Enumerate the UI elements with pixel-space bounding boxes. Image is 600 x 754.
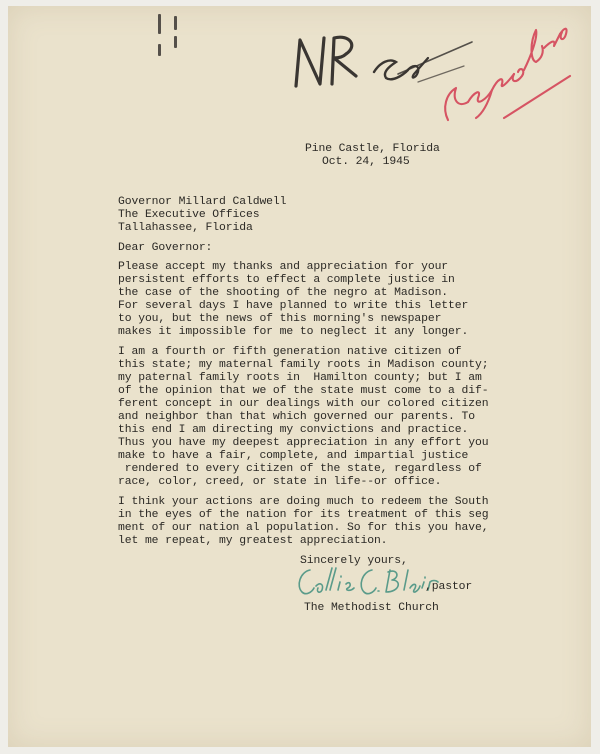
body-line: this state; my maternal family roots in Madison county; <box>118 359 489 371</box>
body-line: rendered to every citizen of the state, regardless of <box>118 463 482 475</box>
organization: The Methodist Church <box>304 602 439 614</box>
lynching-red-note <box>438 18 573 128</box>
closing: Sincerely yours, <box>300 555 408 567</box>
recipient-line: Tallahassee, Florida <box>118 222 253 234</box>
body-line: I think your actions are doing much to redeem the South <box>118 496 489 508</box>
body-line: make to have a fair, complete, and impartial justice <box>118 450 469 462</box>
body-line: ferent concept in our dealings with our colored citizen <box>118 398 489 410</box>
body-line: to you, but the news of this morning's newspaper <box>118 313 442 325</box>
body-line: and neighbor than that which governed our parents. To <box>118 411 475 423</box>
signer-title: ,pastor <box>425 581 473 593</box>
recipient-line: The Executive Offices <box>118 209 260 221</box>
body-line: let me repeat, my greatest appreciation. <box>118 535 388 547</box>
body-line: ment of our nation al population. So for this you have, <box>118 522 489 534</box>
recipient-line: Governor Millard Caldwell <box>118 196 287 208</box>
body-line: persistent efforts to effect a complete justice in <box>118 274 455 286</box>
body-line: my paternal family roots in Hamilton county; but I am <box>118 372 482 384</box>
handwritten-signature <box>294 560 444 602</box>
body-line: Thus you have my deepest appreciation in any effort you <box>118 437 489 449</box>
body-line: I am a fourth or fifth generation native citizen of <box>118 346 462 358</box>
nr-handwritten-mark <box>290 28 380 98</box>
body-line: Please accept my thanks and appreciation for your <box>118 261 449 273</box>
letter-place: Pine Castle, Florida <box>305 143 440 155</box>
body-line: makes it impossible for me to neglect it any longer. <box>118 326 469 338</box>
letter-date: Oct. 24, 1945 <box>322 156 410 168</box>
body-line: in the eyes of the nation for its treatment of this seg <box>118 509 489 521</box>
letter-page <box>8 6 591 747</box>
body-line: this end I am directing my convictions and practice. <box>118 424 469 436</box>
salutation: Dear Governor: <box>118 242 213 254</box>
body-line: of the opinion that we of the state must come to a dif- <box>118 385 489 397</box>
body-line: the case of the shooting of the negro at Madison. <box>118 287 449 299</box>
body-line: For several days I have planned to write this letter <box>118 300 469 312</box>
body-line: race, color, creed, or state in life--or office. <box>118 476 442 488</box>
